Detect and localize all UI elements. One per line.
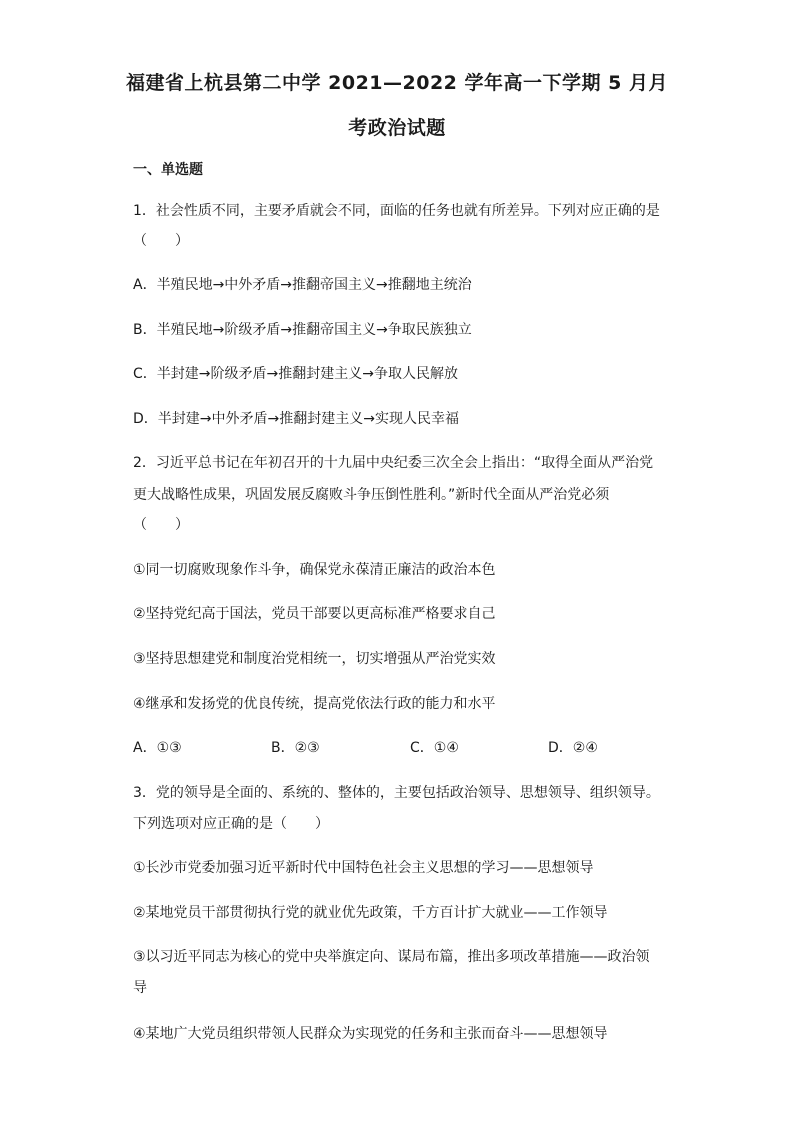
q2-stem-line-1: 2．习近平总书记在年初召开的十九届中央纪委三次全会上指出：“取得全面从严治党 <box>133 455 654 471</box>
q1-stem-line-2: （ ） <box>133 233 189 249</box>
q2-item-3: ③坚持思想建党和制度治党相统一，切实增强从严治党实效 <box>133 651 496 667</box>
q3-item-1: ①长沙市党委加强习近平新时代中国特色社会主义思想的学习——思想领导 <box>133 860 594 876</box>
page-title-line-1: 福建省上杭县第二中学 2021—2022 学年高一下学期 5 月月 <box>126 72 668 94</box>
q3-stem-line-2: 下列选项对应正确的是（ ） <box>133 816 329 832</box>
q3-item-3-continued: 导 <box>133 980 147 996</box>
q2-stem-line-2: 更大战略性成果，巩固发展反腐败斗争压倒性胜利。”新时代全面从严治党必须 <box>133 487 610 503</box>
q2-choice-a: A．①③ <box>133 740 182 756</box>
q2-stem-line-3: （ ） <box>133 517 189 533</box>
q3-item-2: ②某地党员干部贯彻执行党的就业优先政策，千方百计扩大就业——工作领导 <box>133 905 608 921</box>
q1-stem-line-1: 1．社会性质不同，主要矛盾就会不同，面临的任务也就有所差异。下列对应正确的是 <box>133 203 660 219</box>
q2-item-2: ②坚持党纪高于国法，党员干部要以更高标准严格要求自己 <box>133 606 496 622</box>
q3-stem-line-1: 3．党的领导是全面的、系统的、整体的，主要包括政治领导、思想领导、组织领导。 <box>133 785 660 801</box>
q2-choice-b: B．②③ <box>271 740 320 756</box>
q2-item-4: ④继承和发扬党的优良传统，提高党依法行政的能力和水平 <box>133 696 496 712</box>
q1-option-a: A．半殖民地→中外矛盾→推翻帝国主义→推翻地主统治 <box>133 277 472 293</box>
q2-choice-c: C．①④ <box>410 740 459 756</box>
q3-item-3: ③以习近平同志为核心的党中央举旗定向、谋局布篇，推出多项改革措施——政治领 <box>133 949 650 965</box>
q3-item-4: ④某地广大党员组织带领人民群众为实现党的任务和主张而奋斗——思想领导 <box>133 1026 608 1042</box>
q1-option-d: D．半封建→中外矛盾→推翻封建主义→实现人民幸福 <box>133 411 459 427</box>
q1-option-c: C．半封建→阶级矛盾→推翻封建主义→争取人民解放 <box>133 366 458 382</box>
section-heading: 一、单选题 <box>133 162 203 178</box>
q2-choice-d: D．②④ <box>548 740 598 756</box>
q2-item-1: ①同一切腐败现象作斗争，确保党永葆清正廉洁的政治本色 <box>133 562 496 578</box>
page-title-line-2: 考政治试题 <box>348 117 446 139</box>
q1-option-b: B．半殖民地→阶级矛盾→推翻帝国主义→争取民族独立 <box>133 322 472 338</box>
